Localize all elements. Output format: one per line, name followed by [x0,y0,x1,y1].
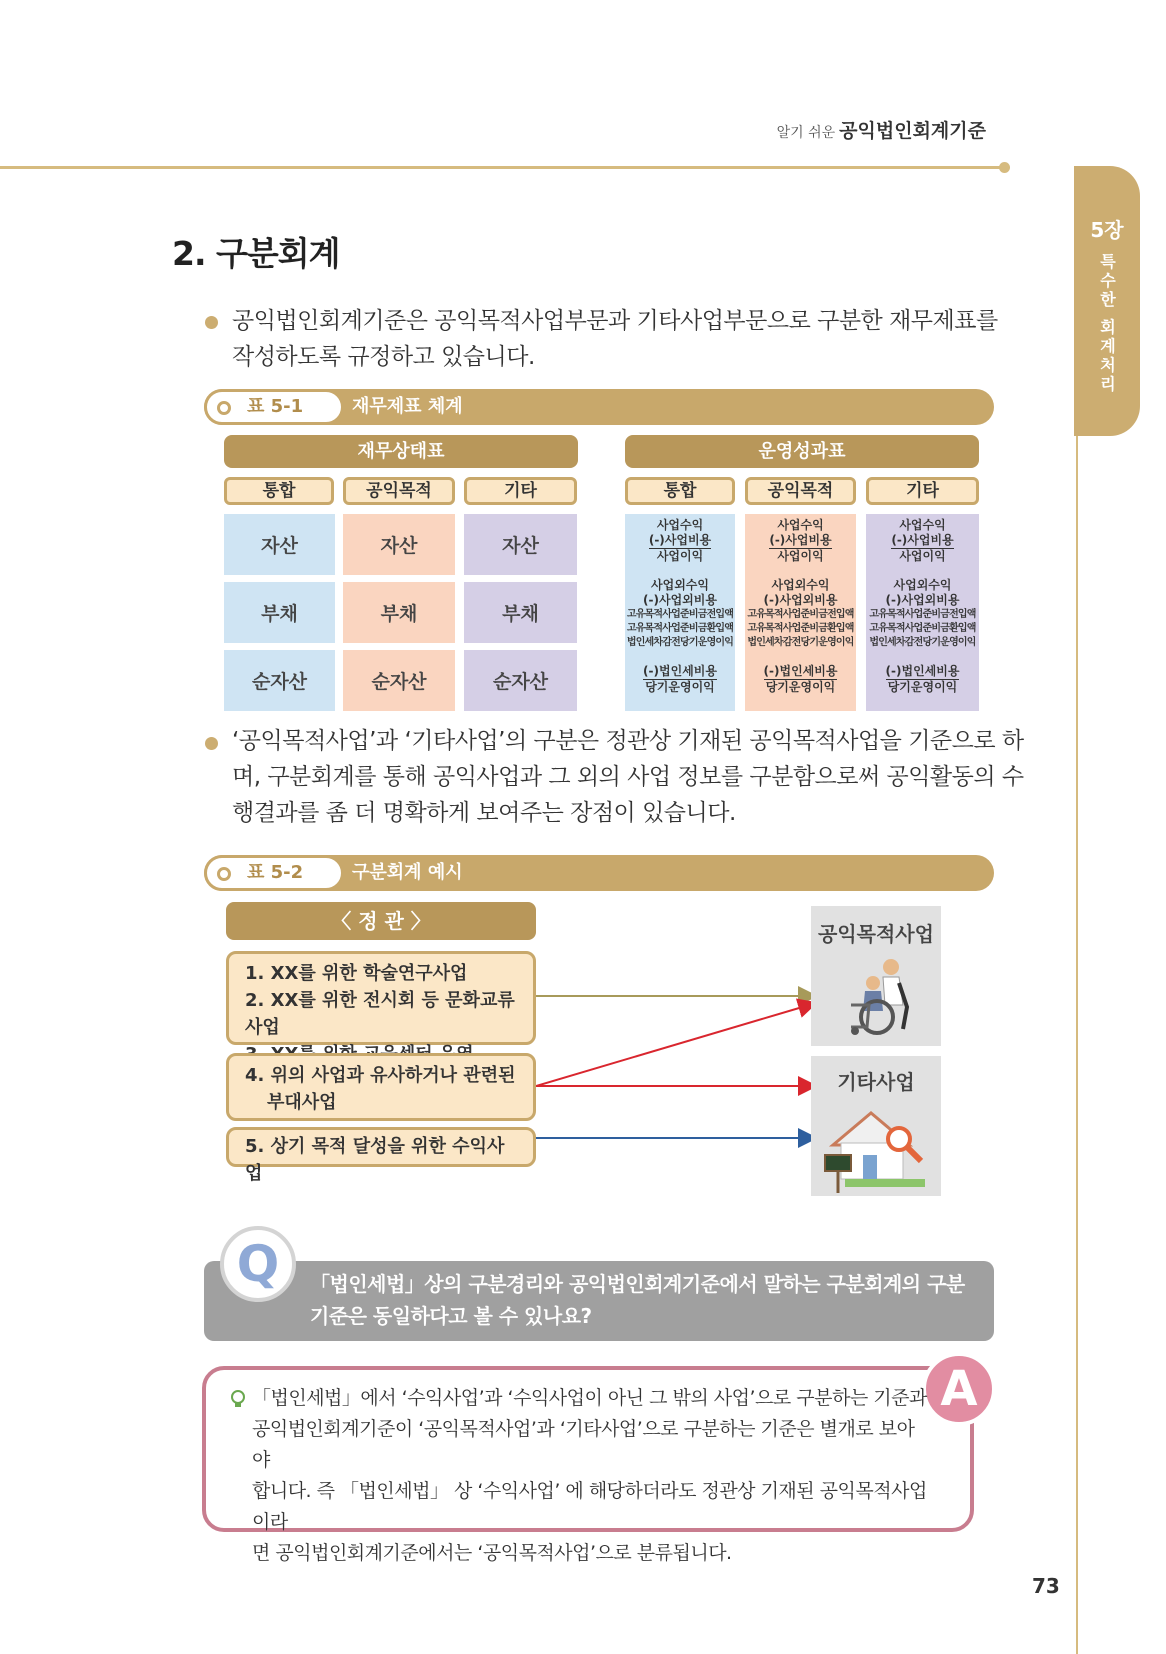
arrow-red-up [536,1003,816,1086]
table-number: 표 5-2 [204,855,344,891]
table-cell: 부채 [224,582,335,643]
header-rule [0,166,1005,169]
ops-line: 고유목적사업준비금환입액 [869,623,976,634]
paragraph-2-line: 며, 구분회계를 통해 공익사업과 그 외의 사업 정보를 구분함으로써 공익활동의 수 [232,764,1024,790]
wheelchair-icon [811,947,941,1042]
answer-line: 「법인세법」에서 ‘수익사업’과 ‘수익사업이 아닌 그 밖의 사업’으로 구분하는 기준과 [252,1387,927,1409]
bullet-icon [205,316,218,329]
ops-line: 법인세차감전당기운영이익 [747,637,854,648]
question-icon: Q [220,1226,296,1302]
ops-line: (-)사업비용 [891,533,954,547]
ops-line: (-)사업외비용 [643,593,717,607]
ops-line: 고유목적사업준비금전입액 [626,609,734,620]
charter-box-2 [226,1053,536,1121]
col-header: 공익목적 [343,477,455,505]
ops-line: (-)법인세비용 [643,664,717,678]
paragraph-1 [232,303,998,375]
charter-item: 2. XX를 위한 전시회 등 문화교류사업 [245,990,515,1038]
mapping-arrows [536,960,826,1150]
table-number: 표 5-1 [204,389,344,425]
charter-box-1 [226,951,536,1045]
running-header [777,116,986,143]
charter-label: 〈 정 관 〉 [226,902,536,940]
ops-line: 고유목적사업준비금환입액 [626,623,734,634]
charter-item: 1. XX를 위한 학술연구사업 [245,963,468,984]
paragraph-2-line: 행결과를 좀 더 명확하게 보여주는 장점이 있습니다. [232,800,736,826]
paragraph-2-line: ‘공익목적사업’과 ‘기타사업’의 구분은 정관상 기재된 공익목적사업을 기준으로 하 [232,728,1024,754]
paragraph-2 [232,723,1024,831]
answer-line: 합니다. 즉 「법인세법」 상 ‘수익사업’ 에 해당하더라도 정관상 기재된 공익목적사업이라 [252,1480,927,1533]
charter-item: 5. 상기 목적 달성을 위한 수익사업 [245,1136,505,1184]
col-header: 통합 [224,477,334,505]
ops-line: 당기운영이익 [765,680,836,694]
ops-column-other [866,514,979,711]
table-title: 재무제표 체계 [352,396,463,417]
chapter-number: 5장 [1090,218,1124,242]
ops-line: (-)사업비용 [769,533,832,547]
ops-line: (-)사업외비용 [885,593,960,607]
ops-line: 당기운영이익 [887,680,958,694]
section-title: 2. 구분회계 [172,234,340,273]
ops-line: (-)사업외비용 [763,593,838,607]
header-prefix: 알기 쉬운 [776,125,836,141]
ops-line: 사업수익 [899,518,946,532]
chapter-title: 특수한 회계처리 [1097,253,1117,395]
table-title: 구분회계 예시 [352,862,463,883]
ops-line: 고유목적사업준비금환입액 [747,623,854,634]
paragraph-1-line: 작성하도록 규정하고 있습니다. [232,344,535,370]
ops-line: 법인세차감전당기운영이익 [626,637,734,648]
paragraph-1-line: 공익법인회계기준은 공익목적사업부문과 기타사업부문으로 구분한 재무제표를 [232,308,998,334]
ops-line: (-)법인세비용 [885,664,960,678]
answer-text [232,1383,932,1569]
ops-line: (-)사업비용 [648,533,712,547]
house-search-icon [811,1095,941,1195]
bullet-icon [205,737,218,750]
col-header: 기타 [464,477,577,505]
table-cell: 자산 [464,514,577,575]
col-header: 공익목적 [745,477,856,505]
ops-line: (-)법인세비용 [763,664,838,678]
answer-icon: A [922,1352,996,1426]
category-title: 기타사업 [837,1070,915,1094]
ops-line: 사업수익 [656,518,704,532]
charter-box-3 [226,1127,536,1184]
table-cell: 부채 [464,582,577,643]
ops-line: 사업외수익 [771,578,830,592]
table-cell: 순자산 [224,650,335,711]
category-public [811,906,941,1046]
header-title: 공익법인회계기준 [839,120,986,142]
answer-line: 면 공익법인회계기준에서는 ‘공익목적사업’으로 분류됩니다. [252,1542,732,1564]
ops-line: 사업이익 [899,549,946,563]
table-5-1-header [204,389,994,425]
table-cell: 자산 [343,514,455,575]
page-number: 73 [1032,1574,1060,1598]
table-cell: 순자산 [343,650,455,711]
col-header: 기타 [866,477,979,505]
category-other [811,1056,941,1196]
group-label-operations: 운영성과표 [625,435,979,468]
ops-line: 사업이익 [656,549,704,563]
header-rule-dot [999,162,1010,173]
table-cell: 자산 [224,514,335,575]
ops-line: 고유목적사업준비금전입액 [747,609,854,620]
question-line: 「법인세법」상의 구분경리와 공익법인회계기준에서 말하는 구분회계의 구분 [310,1272,965,1296]
side-rule [1076,436,1078,1654]
table-cell: 순자산 [464,650,577,711]
charter-item: 부대사업 [267,1092,337,1113]
ops-column-integrated [625,514,735,711]
question-line: 기준은 동일하다고 볼 수 있나요? [310,1304,592,1328]
ops-line: 사업외수익 [893,578,952,592]
group-label-balance-sheet: 재무상태표 [224,435,578,468]
answer-line: 공익법인회계기준이 ‘공익목적사업’과 ‘기타사업’으로 구분하는 기준은 별개로 보아야 [252,1418,915,1471]
chapter-side-tab [1074,166,1140,436]
ops-line: 사업수익 [777,518,824,532]
table-5-2-header [204,855,994,891]
ops-line: 당기운영이익 [645,680,715,694]
charter-item: 4. 위의 사업과 유사하거나 관련된 [245,1065,516,1086]
ops-line: 사업외수익 [651,578,709,592]
ops-line: 법인세차감전당기운영이익 [869,637,976,648]
ops-line: 고유목적사업준비금전입액 [869,609,976,620]
ops-line: 사업이익 [777,549,824,563]
ops-column-public [745,514,856,711]
col-header: 통합 [625,477,735,505]
table-cell: 부채 [343,582,455,643]
question-text [310,1268,965,1332]
category-title: 공익목적사업 [818,922,934,946]
